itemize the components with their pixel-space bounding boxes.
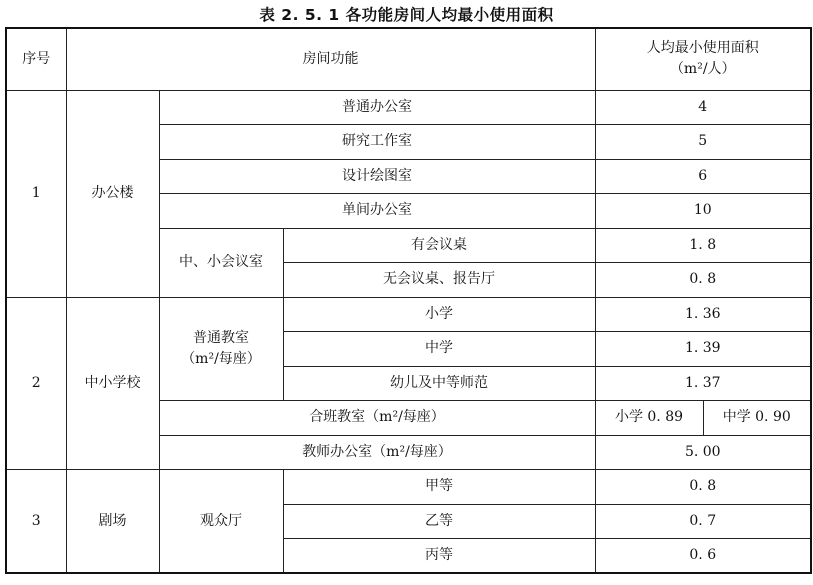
group-name: 中小学校 <box>66 297 159 470</box>
room-value-primary: 小学 0. 89 <box>595 401 703 436</box>
room-name: 幼儿及中等师范 <box>283 366 595 401</box>
room-value: 0. 6 <box>595 539 811 574</box>
area-table <box>5 27 812 574</box>
room-name: 小学 <box>283 297 595 332</box>
header-seq: 序号 <box>6 28 66 90</box>
room-value: 0. 7 <box>595 504 811 539</box>
room-name: 合班教室（m²/每座） <box>159 401 595 436</box>
room-value: 6 <box>595 159 811 194</box>
subgroup-name: 观众厅 <box>159 470 283 574</box>
room-name: 单间办公室 <box>159 194 595 229</box>
room-value: 5. 00 <box>595 435 811 470</box>
subgroup-name-label: 普通教室 <box>193 329 249 346</box>
room-value-secondary: 中学 0. 90 <box>703 401 811 436</box>
room-name: 有会议桌 <box>283 228 595 263</box>
group-seq: 2 <box>6 297 66 470</box>
room-value: 1. 37 <box>595 366 811 401</box>
room-name: 甲等 <box>283 470 595 505</box>
room-value: 1. 39 <box>595 332 811 367</box>
group-seq: 3 <box>6 470 66 574</box>
room-value: 1. 36 <box>595 297 811 332</box>
group-name: 办公楼 <box>66 90 159 297</box>
room-name: 丙等 <box>283 539 595 574</box>
table-title: 表 2. 5. 1 各功能房间人均最小使用面积 <box>259 6 554 24</box>
room-name: 中学 <box>283 332 595 367</box>
header-row <box>6 28 811 90</box>
subgroup-name <box>159 297 283 401</box>
room-value: 5 <box>595 125 811 160</box>
table-row <box>6 470 811 505</box>
group-name: 剧场 <box>66 470 159 574</box>
room-value: 4 <box>595 90 811 125</box>
table-row <box>6 297 811 332</box>
subgroup-name: 中、小会议室 <box>159 228 283 297</box>
room-value: 0. 8 <box>595 470 811 505</box>
room-name: 无会议桌、报告厅 <box>283 263 595 298</box>
room-value: 1. 8 <box>595 228 811 263</box>
group-seq: 1 <box>6 90 66 297</box>
room-name: 普通办公室 <box>159 90 595 125</box>
room-name: 研究工作室 <box>159 125 595 160</box>
header-area-label: 人均最小使用面积 <box>646 40 759 57</box>
room-name: 教师办公室（m²/每座） <box>159 435 595 470</box>
room-name: 乙等 <box>283 504 595 539</box>
header-function: 房间功能 <box>66 28 595 90</box>
header-area <box>595 28 811 90</box>
table-row <box>6 90 811 125</box>
room-name: 设计绘图室 <box>159 159 595 194</box>
header-area-unit: （m²/人） <box>669 61 736 78</box>
room-value: 0. 8 <box>595 263 811 298</box>
room-value: 10 <box>595 194 811 229</box>
subgroup-name-unit: （m²/每座） <box>181 350 261 367</box>
